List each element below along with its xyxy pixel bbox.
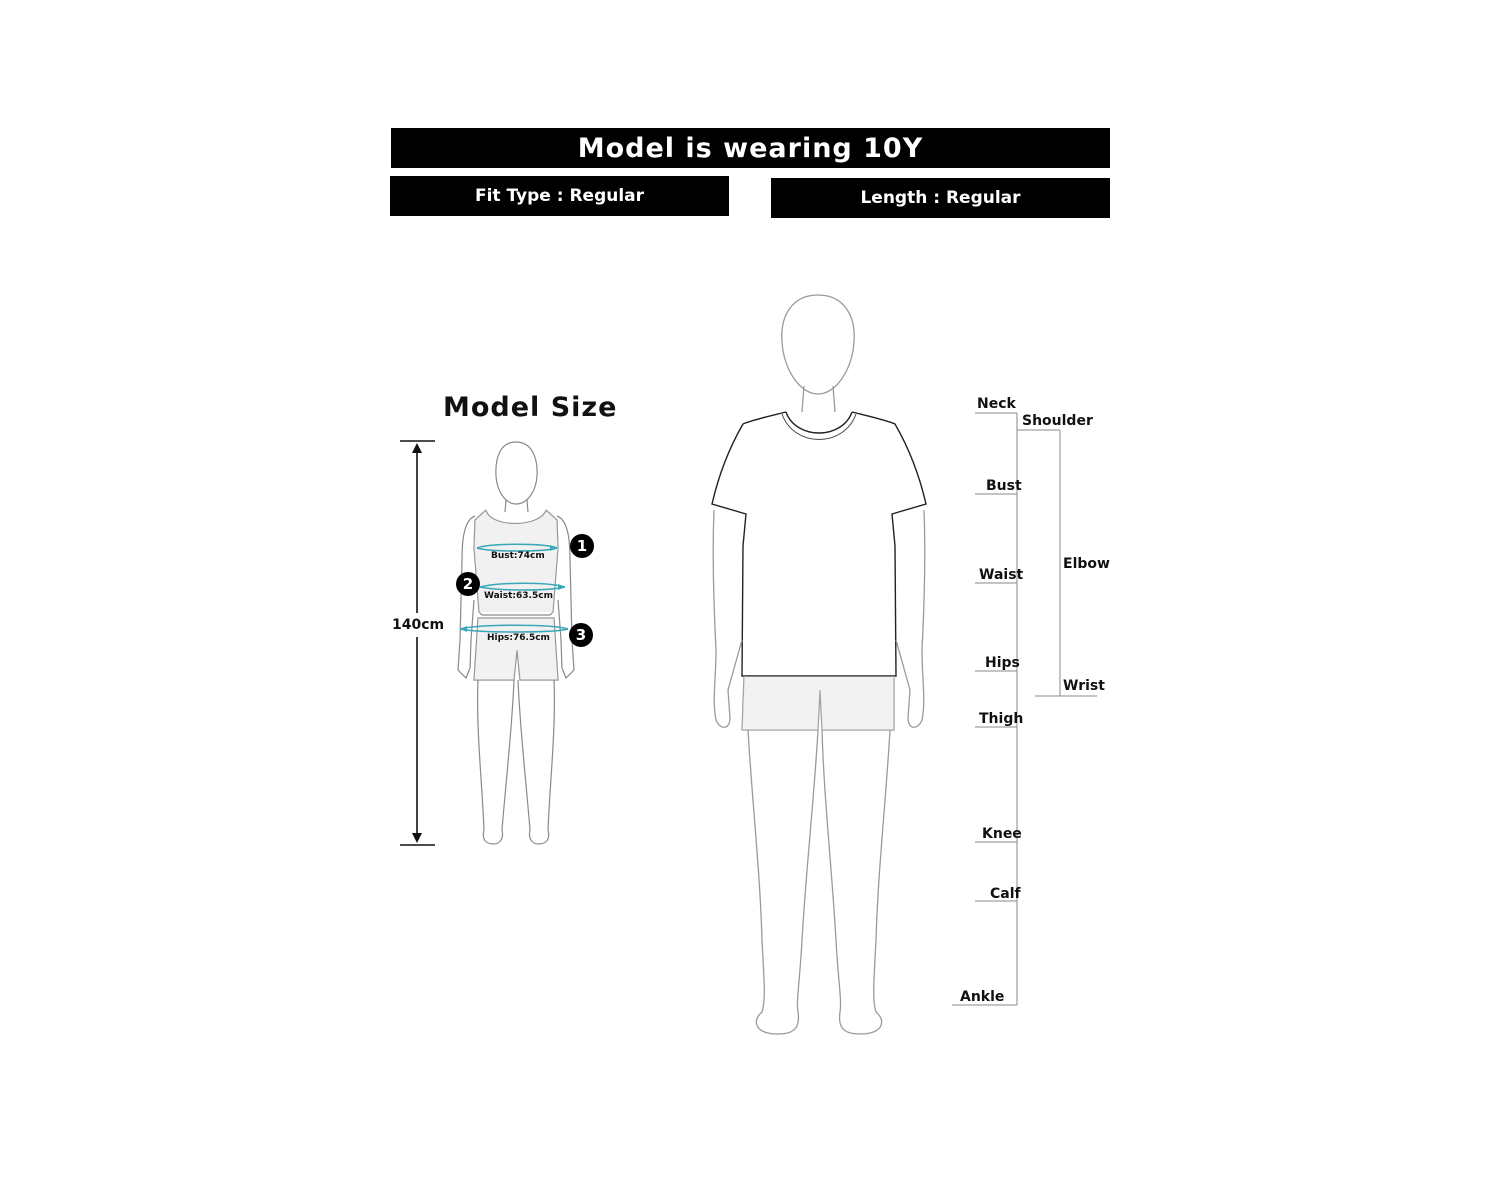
point-ankle: Ankle	[960, 989, 1005, 1005]
hips-measurement: Hips:76.5cm	[487, 633, 550, 643]
length-text: Length : Regular	[860, 188, 1021, 208]
point-elbow: Elbow	[1063, 556, 1110, 572]
measure-point-scale	[952, 413, 1097, 1005]
waist-measurement: Waist:63.5cm	[484, 591, 553, 601]
height-arrow	[400, 441, 435, 845]
model-size-title: Model Size	[443, 392, 618, 423]
model-height-label: 140cm	[392, 617, 445, 633]
point-knee: Knee	[982, 826, 1022, 842]
point-neck: Neck	[977, 396, 1016, 412]
point-calf: Calf	[990, 886, 1021, 902]
large-model-figure	[712, 295, 926, 1034]
bust-number-badge: 1	[570, 534, 594, 558]
large-shorts-shading	[742, 676, 894, 730]
point-bust: Bust	[986, 478, 1022, 494]
point-hips: Hips	[985, 655, 1020, 671]
point-wrist: Wrist	[1063, 678, 1105, 694]
point-waist: Waist	[979, 567, 1024, 583]
point-thigh: Thigh	[979, 711, 1024, 727]
hips-number-badge: 3	[569, 623, 593, 647]
bust-measurement: Bust:74cm	[491, 551, 545, 561]
point-shoulder: Shoulder	[1022, 413, 1093, 429]
waist-number-badge: 2	[456, 572, 480, 596]
fit-type-text: Fit Type : Regular	[474, 186, 645, 206]
title-text: Model is wearing 10Y	[577, 132, 924, 164]
